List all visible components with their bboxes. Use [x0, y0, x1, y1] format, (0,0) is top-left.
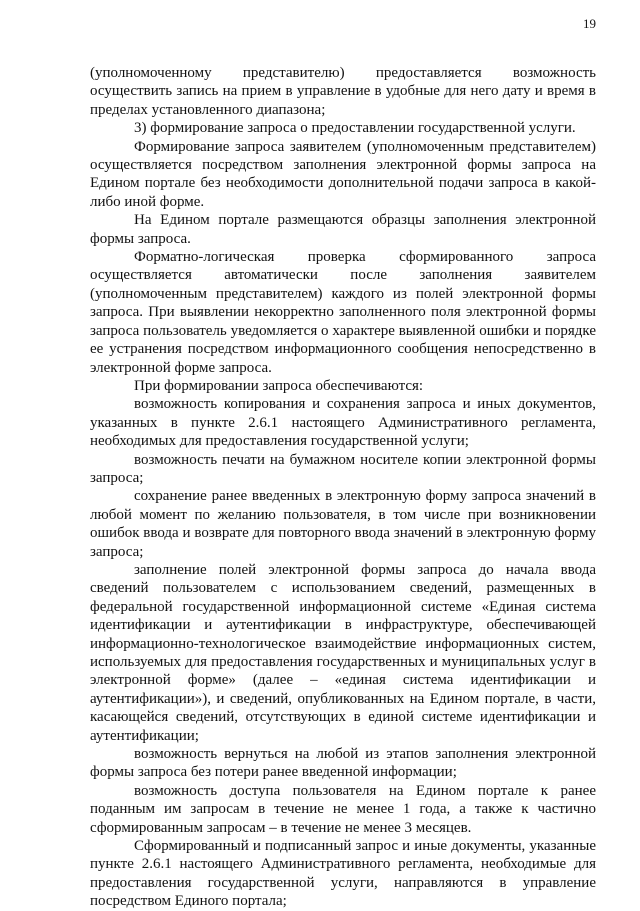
list-paragraph: возможность доступа пользователя на Едином портале к ранее поданным им запросам в течение не менее 1 года, а также к частично сформированным запросам – в течение не менее 3 месяцев. — [90, 782, 596, 836]
paragraph: Сформированный и подписанный запрос и иные документы, указанные пункте 2.6.1 настоящего Административного регламента, необходимые для предоставления государственной услуги, направляются в управление посредством Единого портала; — [90, 838, 596, 910]
paragraph: При формировании запроса обеспечиваются: — [134, 377, 424, 394]
list-paragraph: заполнение полей электронной формы запроса до начала ввода сведений пользователем с использованием сведений, размещенных в федеральной государственной информационной системе «Единая система идентификации и аутентификации в инфраструктуре, обеспечивающей информационно-технологическое взаимодействие информационных систем, используемых для предоставления государственных и муниципальных услуг в электронной форме» (далее – «единая система идентификации и аутентификации»), и сведений, опубликованных на Едином портале, в части, касающейся сведений, отсутствующих в единой системе идентификации и аутентификации; — [90, 561, 596, 744]
paragraph-continuation: (уполномоченному представителю) предоставляется возможность осуществить запись на прием в управление в удобные для него дату и время в пределах установленного диапазона; — [90, 65, 596, 118]
paragraph: Формирование запроса заявителем (уполномоченным представителем) осуществляется посредством заполнения электронной формы запроса на Едином портале без необходимости дополнительной подачи запроса в какой-либо иной форме. — [90, 138, 596, 210]
paragraph: Форматно-логическая проверка сформированного запроса осуществляется автоматически после заполнения заявителем (уполномоченным представителем) каждого из полей электронной формы запроса. При выявлении некорректно заполненного поля электронной формы запроса пользователь уведомляется о характере выявленной ошибки и порядке ее устранения посредством информационного сообщения непосредственно в электронной форме запроса. — [90, 249, 596, 376]
list-paragraph: возможность вернуться на любой из этапов заполнения электронной формы запроса без потери ранее введенной информации; — [90, 746, 596, 781]
document-body — [90, 64, 596, 911]
paragraph: На Едином портале размещаются образцы заполнения электронной формы запроса. — [90, 212, 596, 247]
paragraph-item-3: 3) формирование запроса о предоставлении государственной услуги. — [134, 120, 576, 137]
list-paragraph: сохранение ранее введенных в электронную форму запроса значений в любой момент по желанию пользователя, в том числе при возникновении ошибок ввода и возврате для повторного ввода значений в электронную форму запроса; — [90, 488, 596, 560]
page-number: 19 — [583, 16, 596, 31]
list-paragraph: возможность копирования и сохранения запроса и иных документов, указанных в пункте 2.6.1 настоящего Административного регламента, необходимых для предоставления государственной услуги; — [90, 396, 596, 450]
list-paragraph: возможность печати на бумажном носителе копии электронной формы запроса; — [90, 451, 596, 486]
